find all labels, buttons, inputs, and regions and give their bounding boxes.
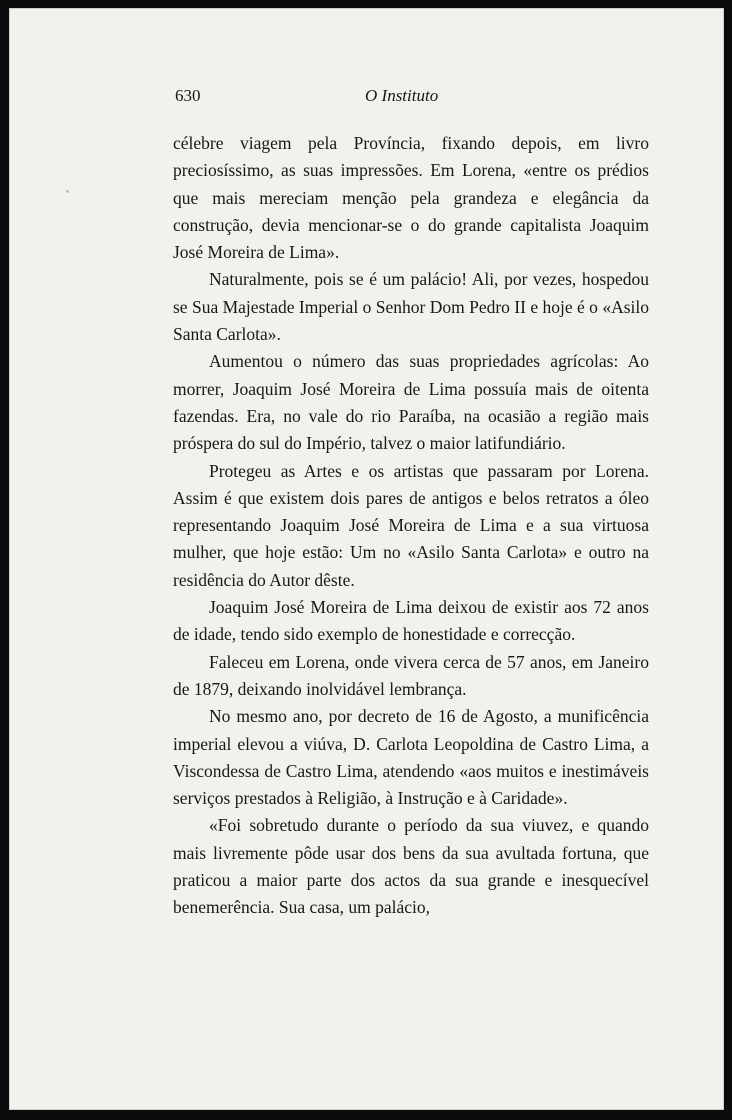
scanned-book-page: [9, 8, 724, 1110]
paragraph: No mesmo ano, por decreto de 16 de Agosto, a munificência imperial elevou a viúva, D. Carlota Leopoldina de Castro Lima, a Viscondessa de Castro Lima, atendendo «aos muitos e inestimáveis serviços prestados à Religião, à Instrução e à Caridade».: [173, 706, 649, 809]
paragraph: Protegeu as Artes e os artistas que passaram por Lorena. Assim é que existem dois pares de antigos e belos retratos a óleo representando Joaquim José Moreira de Lima e a sua virtuosa mulher, que hoje estão: Um no «Asilo Santa Carlota» e outro na residência do Autor dêste.: [173, 460, 649, 590]
scan-speck: [66, 190, 69, 193]
paragraph-continuation: célebre viagem pela Província, fixando depois, em livro preciosíssimo, as suas impressões. Em Lorena, «entre os prédios que mais mereciam menção pela grandeza e elegância da construção, devia mencionar-se o do grande capitalista Joaquim José Moreira de Lima».: [173, 133, 649, 263]
page-header: [175, 86, 649, 110]
paragraph: Aumentou o número das suas propriedades agrícolas: Ao morrer, Joaquim José Moreira de Lima possuía mais de oitenta fazendas. Era, no vale do rio Paraíba, na ocasião a região mais próspera do sul do Império, talvez o maior latifundiário.: [173, 351, 649, 454]
paragraph: Naturalmente, pois se é um palácio! Ali, por vezes, hospedou se Sua Majestade Imperial o Senhor Dom Pedro II e hoje é o «Asilo Santa Carlota».: [173, 269, 649, 345]
paragraph: Joaquim José Moreira de Lima deixou de existir aos 72 anos de idade, tendo sido exemplo de honestidade e correcção.: [173, 597, 649, 645]
running-title: O Instituto: [365, 86, 439, 105]
body-text: [173, 130, 649, 922]
paragraph: Faleceu em Lorena, onde vivera cerca de 57 anos, em Janeiro de 1879, deixando inolvidável lembrança.: [173, 651, 649, 699]
paragraph: «Foi sobretudo durante o período da sua viuvez, e quando mais livremente pôde usar dos bens da sua avultada fortuna, que praticou a maior parte dos actos da sua grande e inesquecível benemerência. Sua casa, um palácio,: [173, 815, 649, 918]
page-number: 630: [175, 86, 201, 105]
